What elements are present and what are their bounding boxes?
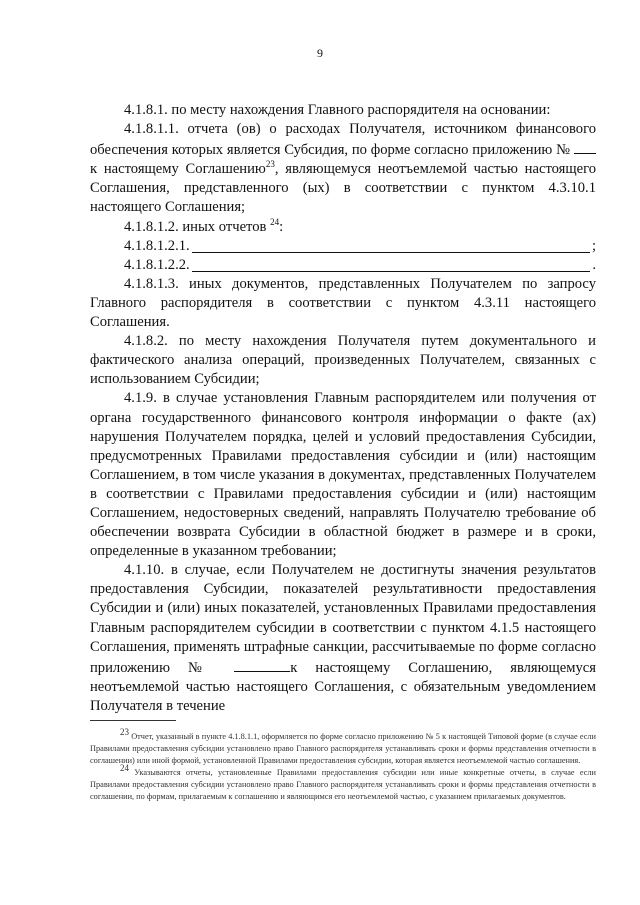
clause-4-1-8-1-1-text-b: к настоящему Соглашению bbox=[90, 161, 266, 178]
appendix-number-blank bbox=[234, 657, 290, 672]
fill-row-4-1-8-1-2-2 bbox=[90, 256, 596, 275]
fill-row-label: 4.1.8.1.2.2. bbox=[124, 256, 190, 273]
clause-4-1-8-1: 4.1.8.1. по месту нахождения Главного распорядителя на основании: bbox=[124, 102, 551, 118]
fill-line bbox=[192, 257, 591, 272]
document-body bbox=[90, 101, 596, 716]
fill-row-label: 4.1.8.1.2.1. bbox=[124, 237, 190, 254]
clause-4-1-8-1-2-colon: : bbox=[279, 218, 284, 235]
clause-4-1-8-1-1-text-a: 4.1.8.1.1. отчета (ов) о расходах Получателя, источником финансового обеспечения которых является Субсидия, по форме согласно приложению № bbox=[90, 121, 596, 159]
footnote-24 bbox=[90, 762, 596, 803]
fill-line bbox=[192, 238, 590, 253]
footnote-ref-24: 24 bbox=[270, 216, 280, 227]
footnote-24-marker: 24 bbox=[120, 762, 129, 773]
fill-row-end: . bbox=[592, 256, 596, 273]
footnote-23-marker: 23 bbox=[120, 727, 129, 738]
footnote-23-text: Отчет, указанный в пункте 4.1.8.1.1, оформляется по форме согласно приложению № 5 к настоящей Типовой форме (в случае если Правилами предоставления субсидии установлено право Главного распорядителя устанавливать сроки и формы представления отчетности в соглашении) или иной формой, установленной Правилами предоставления субсидии, которая является неотъемлемой частью соглашения. bbox=[90, 732, 597, 765]
page-number: 9 bbox=[317, 46, 323, 60]
clause-4-1-10-text-a: 4.1.10. в случае, если Получателем не достигнуты значения результатов предоставления Субсидии, показателей результативности предоставления Субсидии и (или) иных показателей, установленных Правилами предоставления Главным распорядителем субсидии в соответствии с пунктом 4.1.5 настоящего Соглашения, применять штрафные санкции, рассчитываемые по форме согласно приложению № bbox=[90, 562, 596, 676]
footnotes bbox=[90, 727, 597, 802]
footnote-ref-23: 23 bbox=[265, 159, 275, 170]
clause-4-1-10 bbox=[90, 561, 596, 716]
footnote-24-text: Указываются отчеты, установленные Правилами предоставления субсидии или иные конкретные отчеты, в случае если Правилами предоставления субсидии установлено право Главного распорядителя устанавливать сроки и формы представления отчетности в соглашении, по формам, прилагаемым к соглашению и являющимся его неотъемлемой частью, с указанием прилагаемых документов. bbox=[90, 767, 596, 801]
clause-4-1-8-1-1 bbox=[90, 120, 596, 217]
clause-4-1-8-1-2 bbox=[90, 218, 596, 237]
footnote-separator bbox=[90, 720, 176, 721]
clause-4-1-9: 4.1.9. в случае установления Главным распорядителем или получения от органа государственного финансового контроля информации о факте (ах) нарушения Получателем порядка, целей и условий предоставления Субсидии, предусмотренных Правилами предоставления субсидии и (или) настоящим Соглашением, в том числе указания в документах, представленных Получателем в соответствии с Правилами предоставления субсидии и (или) настоящим Соглашением, недостоверных сведений, направлять Получателю требование об обеспечении возврата Субсидии в областной бюджет в размере и в сроки, определенные в указанном требовании; bbox=[90, 390, 596, 560]
appendix-number-blank bbox=[574, 139, 596, 154]
fill-row-end: ; bbox=[591, 237, 596, 254]
clause-4-1-8-2: 4.1.8.2. по месту нахождения Получателя путем документального и фактического анализа операций, произведенных Получателем, связанных с использованием Субсидии; bbox=[90, 333, 596, 388]
fill-row-4-1-8-1-2-1 bbox=[90, 237, 596, 256]
footnote-23 bbox=[90, 727, 597, 767]
clause-4-1-10-text-b: к настоящему Соглашению, являющемуся неотъемлемой частью настоящего Соглашения, с обязательным уведомлением Получателя в течение bbox=[90, 659, 596, 714]
clause-4-1-8-1-1-text-c: , являющемуся неотъемлемой частью настоящего Соглашения, представленного (ых) в соответствии с пунктом 4.3.10.1 настоящего Соглашения; bbox=[90, 161, 596, 216]
clause-4-1-8-1-3: 4.1.8.1.3. иных документов, представленных Получателем по запросу Главного распорядителя в соответствии с пунктом 4.3.11 настоящего Соглашения. bbox=[90, 275, 596, 331]
clause-4-1-8-1-2-text: 4.1.8.1.2. иных отчетов bbox=[124, 218, 267, 235]
